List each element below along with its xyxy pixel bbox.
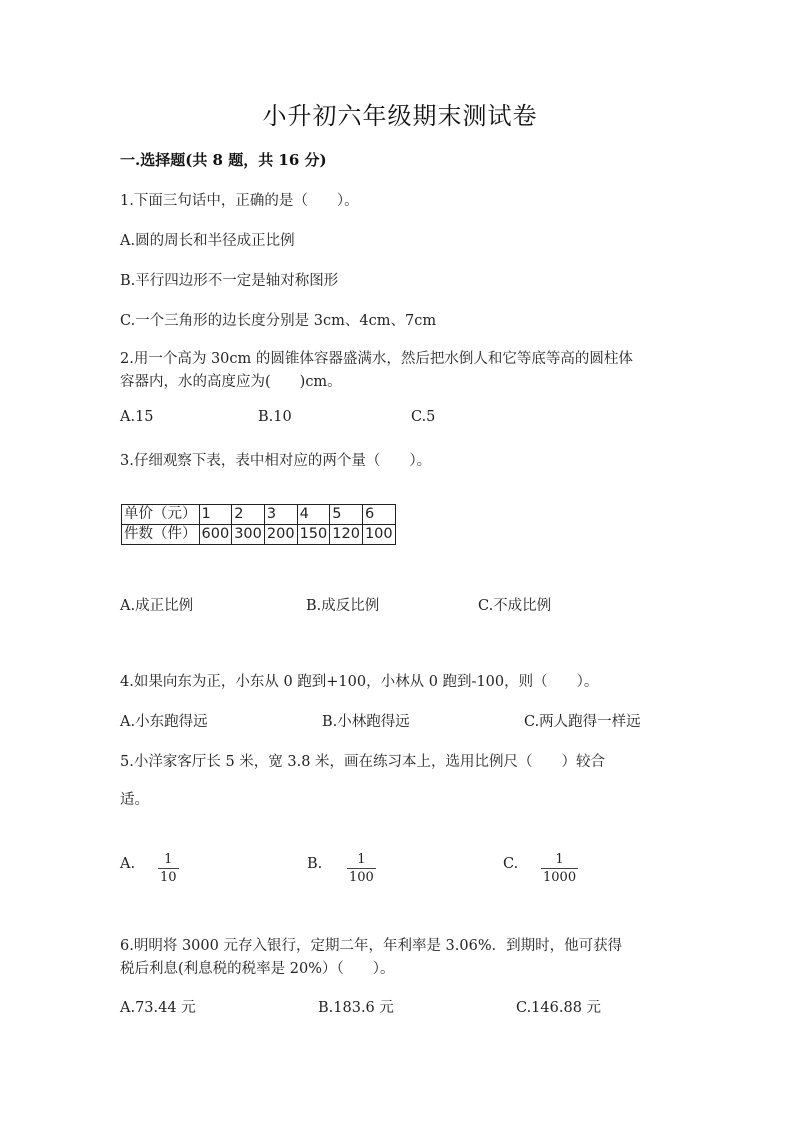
question-5-option-c-label: C.	[503, 856, 519, 872]
table-cell: 1	[199, 505, 232, 525]
question-1-text: 1.下面三句话中，正确的是（ ）。	[120, 193, 359, 209]
question-3-option-c: C.不成比例	[478, 598, 552, 614]
section-heading: 一.选择题(共 8 题，共 16 分)	[120, 151, 327, 169]
question-5-option-a-fraction	[158, 848, 179, 885]
fraction-numerator: 1	[164, 852, 173, 867]
question-3-text: 3.仔细观察下表，表中相对应的两个量（ ）。	[120, 453, 432, 469]
table-cell: 120	[330, 525, 363, 545]
table-cell: 2	[232, 505, 265, 525]
table-cell: 200	[264, 525, 297, 545]
table-cell: 100	[362, 525, 395, 545]
table-row	[122, 525, 396, 545]
table-cell: 300	[232, 525, 265, 545]
fraction-denominator: 10	[160, 870, 177, 885]
question-6-option-b: B.183.6 元	[318, 1000, 394, 1016]
question-6-option-c: C.146.88 元	[516, 1000, 602, 1016]
table-cell: 3	[264, 505, 297, 525]
question-5-option-a-label: A.	[120, 856, 136, 872]
question-2-option-a: A.15	[120, 409, 154, 425]
question-5-option-b-label: B.	[307, 856, 323, 872]
question-1-option-c: C.一个三角形的边长度分别是 3cm、4cm、7cm	[120, 313, 437, 329]
table-row	[122, 505, 396, 525]
page-title: 小升初六年级期末测试卷	[262, 102, 538, 130]
question-1-option-b: B.平行四边形不一定是轴对称图形	[120, 273, 339, 289]
table-cell: 150	[297, 525, 330, 545]
question-5-text-line-1: 5.小洋家客厅长 5 米，宽 3.8 米，画在练习本上，选用比例尺（ ）较合	[120, 754, 606, 770]
table-cell: 600	[199, 525, 232, 545]
table-cell: 件数（件）	[122, 525, 200, 545]
question-5-option-b-fraction	[347, 848, 376, 885]
question-4-text: 4.如果向东为正，小东从 0 跑到+100，小林从 0 跑到-100，则（ ）。	[120, 674, 599, 690]
question-3-option-b: B.成反比例	[306, 598, 380, 614]
question-6-text-line-1: 6.明明将 3000 元存入银行，定期二年，年利率是 3.06%．到期时，他可获得	[120, 938, 623, 954]
price-quantity-table	[121, 504, 396, 545]
question-4-option-a: A.小东跑得远	[120, 714, 208, 730]
question-6-text-line-2: 税后利息(利息税的税率是 20%）（ ）。	[120, 961, 395, 977]
fraction-denominator: 1000	[543, 870, 577, 885]
fraction-numerator: 1	[555, 852, 564, 867]
question-2-option-b: B.10	[258, 409, 292, 425]
table-cell: 5	[330, 505, 363, 525]
question-5-text-line-2: 适。	[120, 792, 149, 808]
question-2-option-c: C.5	[411, 409, 436, 425]
question-2-text-line-1: 2.用一个高为 30cm 的圆锥体容器盛满水，然后把水倒人和它等底等高的圆柱体	[120, 351, 633, 367]
fraction-numerator: 1	[357, 852, 366, 867]
question-4-option-b: B.小林跑得远	[322, 714, 410, 730]
question-5-option-c-fraction	[541, 848, 578, 885]
fraction-denominator: 100	[349, 870, 374, 885]
question-3-option-a: A.成正比例	[120, 598, 194, 614]
table-cell: 单价（元）	[122, 505, 200, 525]
table-cell: 6	[362, 505, 395, 525]
table-cell: 4	[297, 505, 330, 525]
question-6-option-a: A.73.44 元	[120, 1000, 196, 1016]
question-1-option-a: A.圆的周长和半径成正比例	[120, 233, 295, 249]
question-2-text-line-2: 容器内，水的高度应为( )cm。	[120, 374, 342, 390]
question-4-option-c: C.两人跑得一样远	[524, 714, 641, 730]
